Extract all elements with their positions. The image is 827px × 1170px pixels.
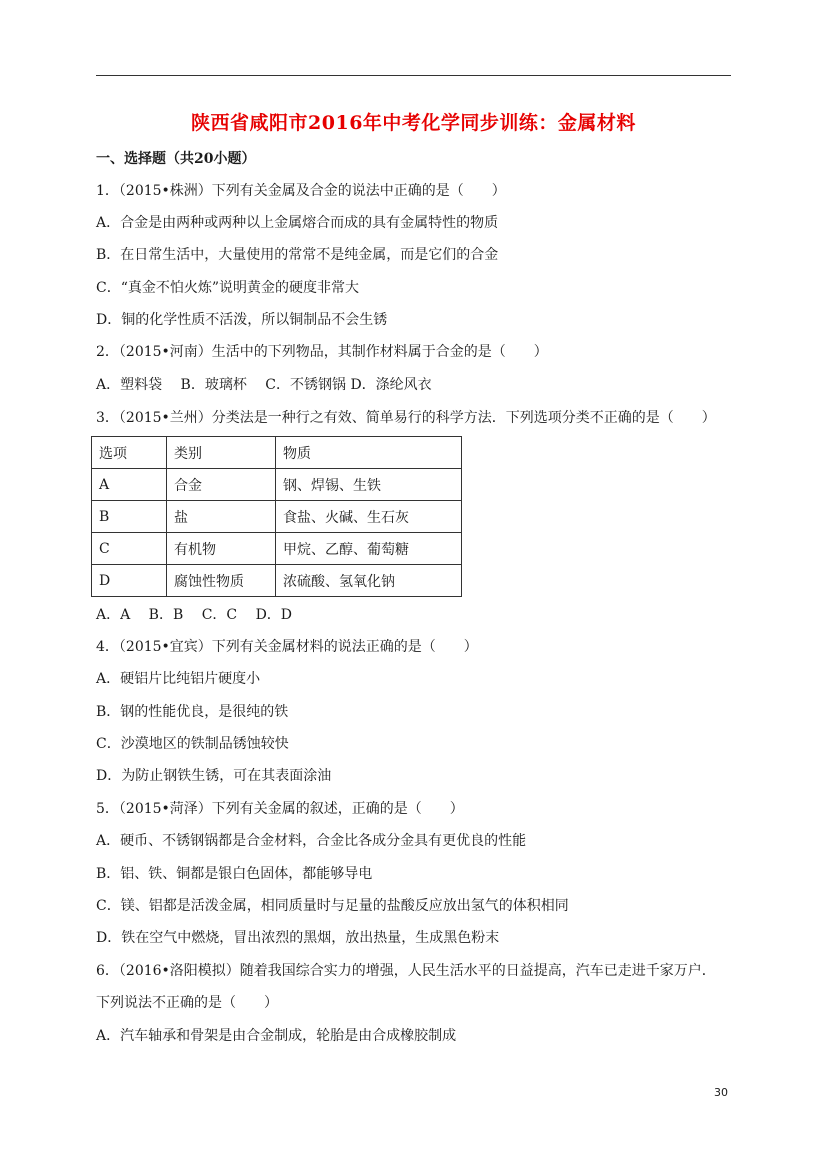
table-cell: A bbox=[92, 469, 167, 501]
table-row bbox=[92, 469, 462, 501]
question-1: 1．（2015•株洲）下列有关金属及合金的说法中正确的是（ ） bbox=[96, 183, 506, 199]
question-3: 3．（2015•兰州）分类法是一种行之有效、简单易行的科学方法．下列选项分类不正确的是（ ） bbox=[96, 410, 716, 426]
table-cell: 腐蚀性物质 bbox=[167, 565, 276, 597]
table-cell: 钢、焊锡、生铁 bbox=[276, 469, 462, 501]
q6-option-a: A．汽车轴承和骨架是由合金制成，轮胎是由合成橡胶制成 bbox=[96, 1028, 457, 1044]
page-number: 30 bbox=[714, 1086, 728, 1099]
question-6: 6．（2016•洛阳模拟）随着我国综合实力的增强，人民生活水平的日益提高，汽车已走进千家万户． bbox=[96, 963, 716, 979]
question-6-continued: 下列说法不正确的是（ ） bbox=[96, 995, 278, 1011]
q1-option-a: A．合金是由两种或两种以上金属熔合而成的具有金属特性的物质 bbox=[96, 215, 499, 231]
q5-option-d: D．铁在空气中燃烧，冒出浓烈的黑烟，放出热量，生成黑色粉末 bbox=[96, 930, 500, 946]
q2-options: A．塑料袋 B．玻璃杯 C．不锈钢锅 D．涤纶风衣 bbox=[96, 377, 432, 393]
table-cell: 合金 bbox=[167, 469, 276, 501]
q5-option-b: B．铝、铁、铜都是银白色固体，都能够导电 bbox=[96, 866, 373, 882]
section-heading: 一、选择题（共20小题） bbox=[96, 151, 256, 167]
table-row bbox=[92, 533, 462, 565]
classification-table bbox=[91, 436, 462, 597]
table-cell: B bbox=[92, 501, 167, 533]
question-4: 4．（2015•宜宾）下列有关金属材料的说法正确的是（ ） bbox=[96, 639, 478, 655]
table-row bbox=[92, 565, 462, 597]
header-rule bbox=[96, 75, 731, 76]
page-title: 陕西省咸阳市2016年中考化学同步训练：金属材料 bbox=[191, 112, 636, 134]
q5-option-a: A．硬币、不锈钢锅都是合金材料，合金比各成分金具有更优良的性能 bbox=[96, 833, 527, 849]
table-cell: 浓硫酸、氢氧化钠 bbox=[276, 565, 462, 597]
table-header-row bbox=[92, 437, 462, 469]
table-cell: C bbox=[92, 533, 167, 565]
table-header-cell: 物质 bbox=[276, 437, 462, 469]
table-cell: 盐 bbox=[167, 501, 276, 533]
table-cell: 食盐、火碱、生石灰 bbox=[276, 501, 462, 533]
q4-option-d: D．为防止钢铁生锈，可在其表面涂油 bbox=[96, 768, 332, 784]
q4-option-b: B．钢的性能优良，是很纯的铁 bbox=[96, 704, 289, 720]
table-cell: D bbox=[92, 565, 167, 597]
table-header-cell: 类别 bbox=[167, 437, 276, 469]
table-header-cell: 选项 bbox=[92, 437, 167, 469]
q5-option-c: C．镁、铝都是活泼金属，相同质量时与足量的盐酸反应放出氢气的体积相同 bbox=[96, 898, 569, 914]
q1-option-d: D．铜的化学性质不活泼，所以铜制品不会生锈 bbox=[96, 312, 388, 328]
q1-option-c: C．“真金不怕火炼”说明黄金的硬度非常大 bbox=[96, 280, 360, 296]
question-2: 2．（2015•河南）生活中的下列物品，其制作材料属于合金的是（ ） bbox=[96, 344, 548, 360]
q3-options: A．A B．B C．C D．D bbox=[96, 607, 293, 623]
q4-option-a: A．硬铝片比纯铝片硬度小 bbox=[96, 671, 261, 687]
q1-option-b: B．在日常生活中，大量使用的常常不是纯金属，而是它们的合金 bbox=[96, 247, 499, 263]
table-cell: 有机物 bbox=[167, 533, 276, 565]
q4-option-c: C．沙漠地区的铁制品锈蚀较快 bbox=[96, 736, 289, 752]
question-5: 5．（2015•菏泽）下列有关金属的叙述，正确的是（ ） bbox=[96, 801, 464, 817]
table-cell: 甲烷、乙醇、葡萄糖 bbox=[276, 533, 462, 565]
table-row bbox=[92, 501, 462, 533]
